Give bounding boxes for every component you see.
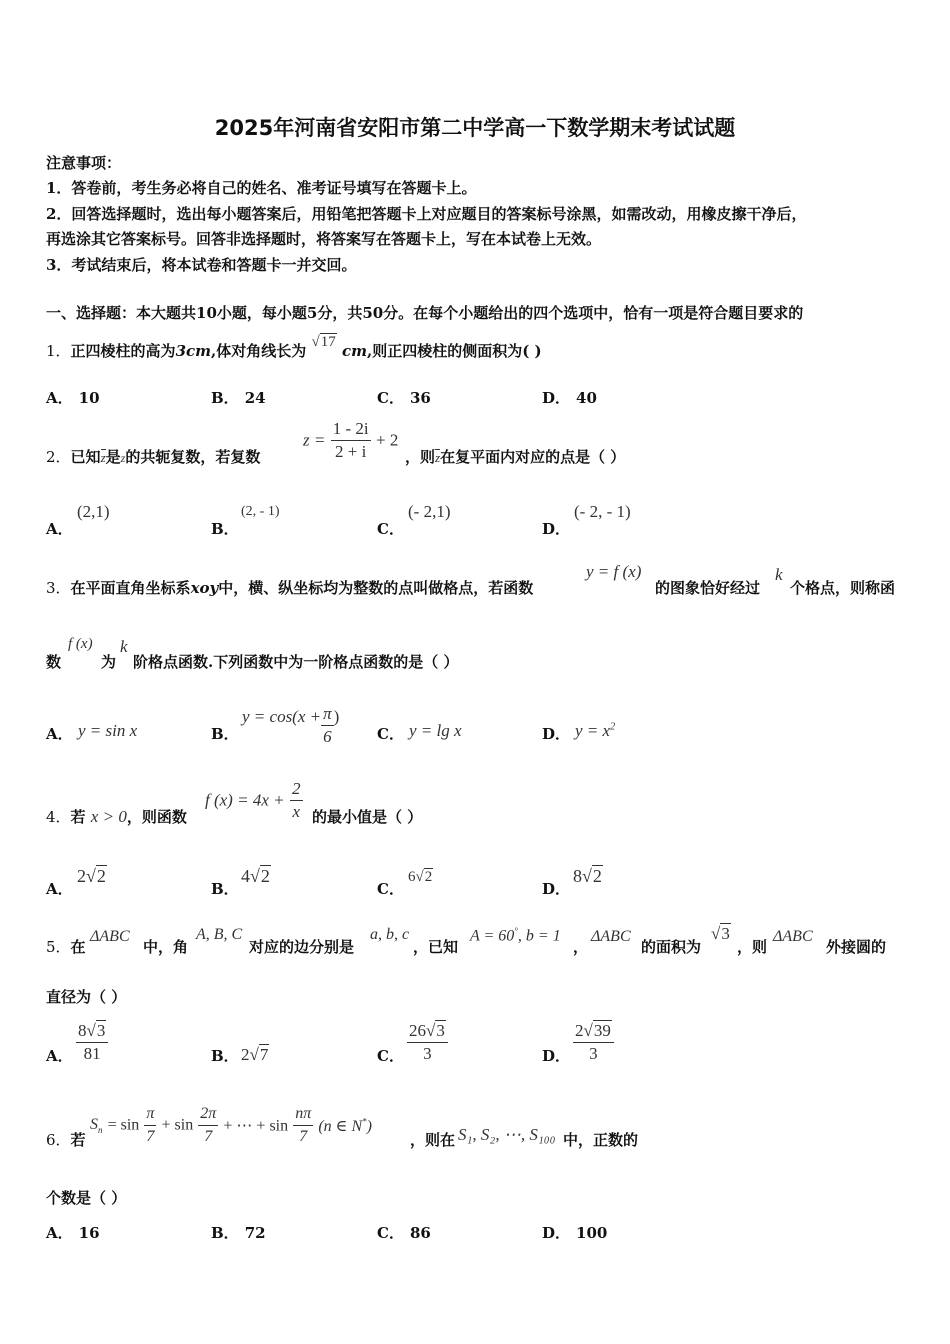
q1-option-b[interactable]: B． 24 [211,389,266,407]
q6-option-b[interactable]: B． 72 [211,1224,266,1242]
q3-option-c-label[interactable]: C． [377,725,404,743]
q2-text-c: 的共轭复数，若复数 [125,448,261,466]
q3-line2-a: 数 [46,653,62,671]
q1-number: 1． [46,342,71,360]
q3-xoy: xoy [190,579,219,597]
q5-text-d: ，已知 [413,938,459,956]
q5-line-2: 直径为（ ） [46,988,127,1006]
q5-text-e: ， [573,938,589,956]
q5-option-c[interactable]: $\frac{26√3}{3}$ [407,1020,448,1065]
q2-fraction: $\frac{1 - 2i}{2 + i}$ [332,419,369,461]
q6-text-c: 中，正数的 [563,1131,639,1149]
q4-option-d[interactable]: 8√2 [573,866,602,886]
q3-option-d-label[interactable]: D． [542,725,571,743]
q3-number: 3． [46,579,71,597]
q4-function: f (x) = 4x + $\frac{2}{x}$ [205,779,301,821]
q2-text-a: 已知 [70,448,101,466]
q5-option-c-label[interactable]: C． [377,1047,404,1065]
q2-option-a[interactable]: (2,1) [77,502,110,521]
q6-formula: $S_n = \sin$ $\frac{\pi}{7}$ + sin $\frac{2\pi}{7}$ + ⋯ + sin $\frac{n\pi}{7}$ (n ∈ N*) [90,1105,372,1145]
question-2 [46,420,260,480]
q6-option-c[interactable]: C． 86 [377,1224,431,1242]
q4-option-a-label[interactable]: A． [46,880,73,898]
q1-text-b: ,体对角线长为 [211,342,307,360]
q5-text-c: 对应的边分别是 [249,938,355,956]
q6-option-a[interactable]: A． 16 [46,1224,100,1242]
notice-item-3: 3．考试结束后，将本试卷和答题卡一并交回。 [46,256,357,274]
q5-angles: A, B, C [196,926,243,943]
q6-number: 6． [46,1131,71,1149]
q3-option-c[interactable]: y = lg x [409,721,462,740]
q2-option-c[interactable]: (- 2,1) [408,502,451,521]
q5-triangle: ΔABC [90,928,130,945]
q5-text-g: ，则 [737,938,768,956]
q4-option-d-label[interactable]: D． [542,880,571,898]
q1-text-a: 正四棱柱的高为 [70,342,176,360]
q5-triangle-2: ΔABC [591,928,631,945]
q3-func: y = f (x) [586,562,642,581]
q1-unit-2: cm [341,342,367,360]
q1-unit: cm [186,342,212,360]
q5-option-d[interactable]: $\frac{2√39}{3}$ [573,1020,614,1065]
q5-area: √3 [711,924,730,943]
q6-text-b: ，则在 [410,1131,456,1149]
q5-option-d-label[interactable]: D． [542,1047,571,1065]
q6-text-a: 6．若 [46,1131,86,1149]
q4-condition: x > 0 [90,807,127,826]
q2-option-d-label[interactable]: D． [542,520,571,538]
q3-text-c: 个格点，则称函 [790,579,896,597]
q3-option-a-label[interactable]: A． [46,725,73,743]
notice-item-2a: 2．回答选择题时，选出每小题答案后，用铅笔把答题卡上对应题目的答案标号涂黑，如需改动，用橡皮擦干净后， [46,205,807,223]
q2-option-b[interactable]: (2, - 1) [241,504,280,519]
q5-number: 5． [46,938,71,956]
q4-option-c[interactable]: 6√2 [408,869,433,885]
q2-option-c-label[interactable]: C． [377,520,404,538]
question-1 [46,334,542,361]
q1-option-d[interactable]: D． 40 [542,389,597,407]
q6-sequence: S₁, S₂, ⋯, S₁₀₀ [458,1125,556,1144]
q3-option-b-label[interactable]: B． [211,725,239,743]
q4-option-b[interactable]: 4√2 [241,866,270,886]
notice-heading: 注意事项： [46,154,122,172]
question-4: 4．若 x > 0，则函数 [46,807,187,826]
q1-height: 3 [175,342,186,360]
q1-option-a[interactable]: A． 10 [46,389,100,407]
q2-text-b: 是 [105,448,121,466]
q2-zbar-2: z [435,450,441,465]
q4-text-tail: 的最小值是（ ） [312,808,423,826]
q3-line2-b: 为 [101,653,117,671]
q3-k: k [775,565,783,584]
q3-k-2: k [120,637,128,656]
q6-line-2: 个数是（ ） [46,1189,127,1207]
notice-item-1: 1．答卷前，考生务必将自己的姓名、准考证号填写在答题卡上。 [46,179,477,197]
notice-item-2b: 再选涂其它答案标号。回答非选择题时，将答案写在答题卡上，写在本试卷上无效。 [46,230,602,248]
q1-option-c[interactable]: C． 36 [377,389,431,407]
section-heading: 一、选择题：本大题共10小题，每小题5分，共50分。在每个小题给出的四个选项中，恰有一项是符合题目要求的 [46,304,804,322]
q4-option-b-label[interactable]: B． [211,880,239,898]
q3-option-a[interactable]: y = sin x [78,721,138,740]
q2-option-b-label[interactable]: B． [211,520,239,538]
q5-option-a-label[interactable]: A． [46,1047,73,1065]
q2-equation: z = $\frac{1 - 2i}{2 + i}$ + 2 [303,419,399,461]
q3-text-b: 的图象恰好经过 [655,579,761,597]
q3-option-d[interactable]: $y = x^2$ [575,721,616,740]
q5-option-b[interactable]: 2√7 [241,1045,269,1064]
q2-option-a-label[interactable]: A． [46,520,73,538]
question-3-line-1: 3．在平面直角坐标系xoy中，横、纵坐标均为整数的点叫做格点，若函数 [46,579,534,597]
q2-zbar: z [100,450,106,465]
q4-option-c-label[interactable]: C． [377,880,404,898]
q2-text-tail: ，则z在复平面内对应的点是（ ） [405,448,626,466]
q2-z: z [120,451,126,465]
q5-text-b: 中，角 [143,938,189,956]
page-title: 2025年河南省安阳市第二中学高一下数学期末考试试题 [214,116,736,140]
q5-text-f: 的面积为 [641,938,702,956]
q3-option-b[interactable]: y = cos(x + $\frac{\pi}{6}$ ) [242,704,340,746]
q2-option-d[interactable]: (- 2, - 1) [574,502,631,521]
q5-option-a[interactable]: $\frac{8√3}{81}$ [76,1020,108,1065]
q5-triangle-3: ΔABC [773,928,813,945]
q5-text-h: 外接圆的 [826,938,887,956]
q5-option-b-label[interactable]: B． [211,1047,239,1065]
q3-fx: f (x) [68,636,93,652]
q4-option-a[interactable]: 2√2 [77,866,106,886]
q5-sides: a, b, c [370,926,410,943]
q5-text-a: 5．在 [46,938,86,956]
q4-number: 4． [46,808,71,826]
q1-text-c: ,则正四棱柱的侧面积为( ) [366,342,542,360]
q2-number: 2． [46,448,71,466]
q1-sqrt: √17 [311,334,336,350]
q5-given: A = 60°, b = 1 [470,926,561,945]
q3-line2-c: 阶格点函数.下列函数中为一阶格点函数的是（ ） [133,653,459,671]
q6-option-d[interactable]: D． 100 [542,1224,608,1242]
